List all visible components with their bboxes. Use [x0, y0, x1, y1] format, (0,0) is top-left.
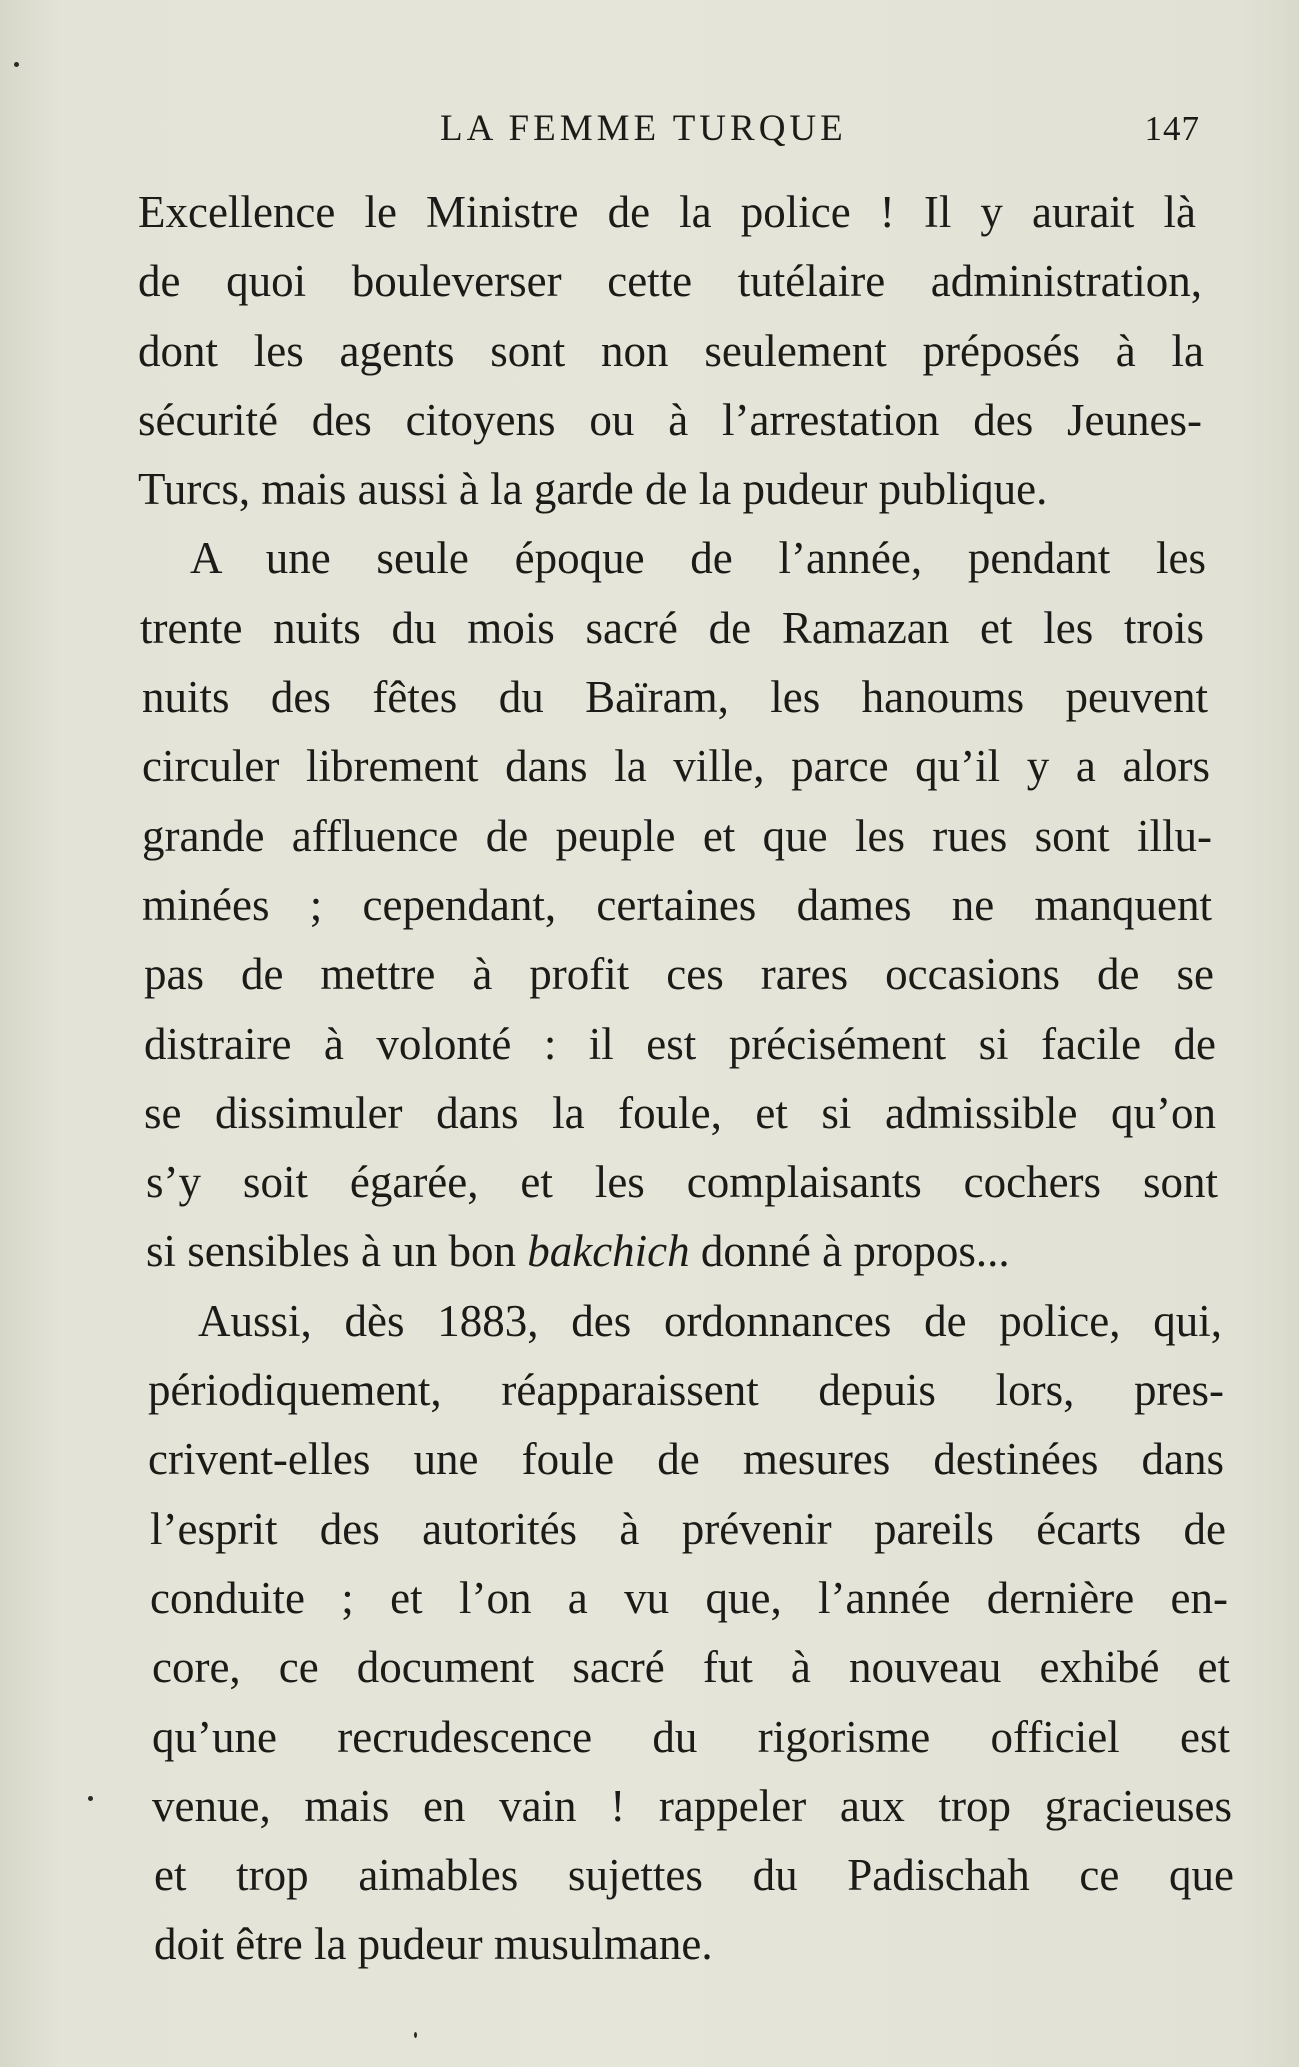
- text-line: pas de mettre à profit ces rares occasions de se: [144, 949, 1214, 1000]
- text-line: core, ce document sacré fut à nouveau exhibé et: [152, 1642, 1230, 1693]
- page-header: [420, 104, 1200, 154]
- ink-speck: [88, 1796, 93, 1801]
- text-line: crivent-elles une foule de mesures destinées dans: [148, 1434, 1224, 1485]
- text-line: périodiquement, réapparaissent depuis lors, pres-: [148, 1365, 1224, 1416]
- text-line: conduite ; et l’on a vu que, l’année dernière en-: [150, 1572, 1228, 1623]
- text-line: A une seule époque de l’année, pendant les: [190, 533, 1206, 584]
- text-line: l’esprit des autorités à prévenir pareils écarts de: [150, 1503, 1226, 1554]
- text-line: sécurité des citoyens ou à l’arrestation des Jeunes-: [138, 394, 1202, 445]
- text-segment: donné à propos...: [689, 1226, 1010, 1277]
- text-line: minées ; cependant, certaines dames ne manquent: [142, 879, 1212, 930]
- body-text: [138, 178, 1234, 1980]
- italic-word: bakchich: [527, 1226, 690, 1277]
- text-line: et trop aimables sujettes du Padischah ce que: [154, 1850, 1234, 1901]
- text-line: Aussi, dès 1883, des ordonnances de police, qui,: [198, 1295, 1222, 1346]
- ink-speck: [14, 62, 19, 67]
- text-line: nuits des fêtes du Baïram, les hanoums peuvent: [142, 672, 1208, 723]
- text-segment: si sensibles à un bon: [146, 1226, 528, 1277]
- text-line: Excellence le Ministre de la police ! Il y aurait là: [138, 187, 1196, 237]
- text-line: doit être la pudeur musulmane.: [154, 1919, 713, 1970]
- text-line: se dissimuler dans la foule, et si admissible qu’on: [144, 1087, 1216, 1138]
- paragraph-2: [138, 524, 1218, 1286]
- running-title: LA FEMME TURQUE: [440, 108, 847, 149]
- text-line: s’y soit égarée, et les complaisants cochers sont: [146, 1157, 1218, 1208]
- text-line: Turcs, mais aussi à la garde de la pudeur publique.: [138, 464, 1048, 515]
- paragraph-3: [138, 1287, 1234, 1980]
- page-number: 147: [1144, 109, 1200, 148]
- text-line: distraire à volonté : il est précisément si facile de: [144, 1018, 1216, 1069]
- text-line: [146, 1217, 1220, 1286]
- text-line: dont les agents sont non seulement préposés à la: [138, 325, 1204, 376]
- text-line: trente nuits du mois sacré de Ramazan et les trois: [140, 602, 1204, 653]
- text-line: venue, mais en vain ! rappeler aux trop gracieuses: [152, 1780, 1232, 1831]
- ink-speck: [414, 2032, 417, 2038]
- text-line: circuler librement dans la ville, parce qu’il y a alors: [142, 741, 1210, 792]
- text-line: de quoi bouleverser cette tutélaire administration,: [138, 256, 1202, 307]
- text-line: qu’une recrudescence du rigorisme officiel est: [152, 1711, 1230, 1762]
- paragraph-1: [138, 178, 1218, 524]
- text-line: grande affluence de peuple et que les rues sont illu-: [142, 810, 1212, 861]
